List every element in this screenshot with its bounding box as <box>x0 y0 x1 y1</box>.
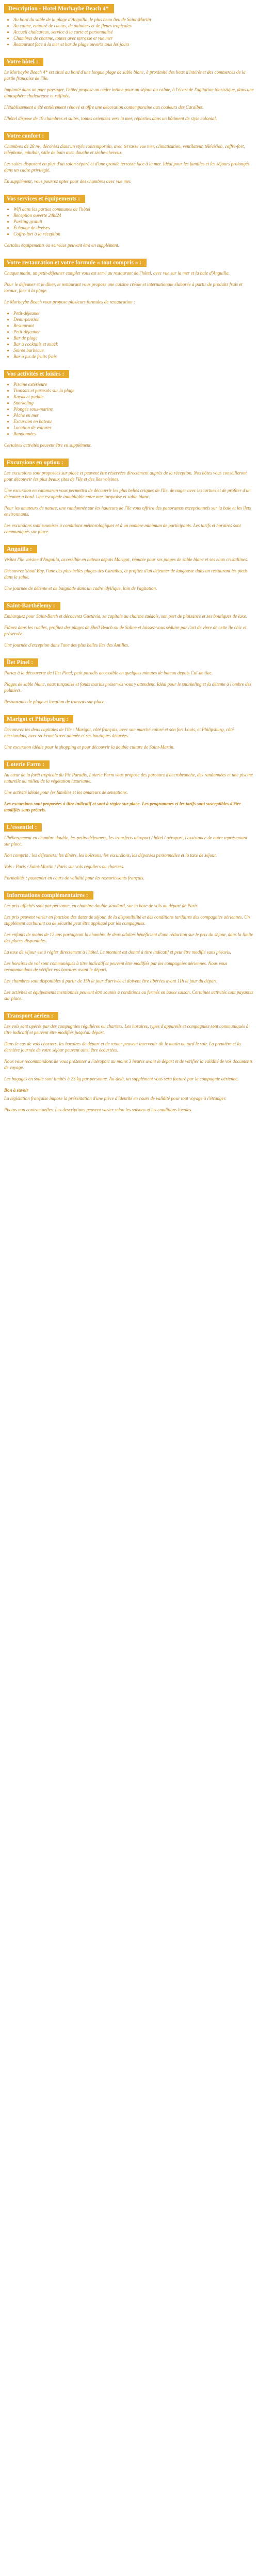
section-paragraph: Le Morbaybe Beach vous propose plusieurs formules de restauration : <box>4 299 136 304</box>
section-heading: Vos services et équipements : <box>4 195 85 203</box>
section-bullet-item: • Kayak et paddle <box>13 394 254 400</box>
section-paragraph: Visitez l'île voisine d'Anguilla, accessible en bateau depuis Marigot, réputée pour ses plages de sable blanc et ses eaux cristallines. <box>4 557 248 562</box>
transport-paragraph: Les bagages en soute sont limités à 23 kg par personne. Au-delà, un supplément vous sera facturé par la compagnie aérienne. <box>4 1076 239 1081</box>
section-bullet-item: • Soirée barbecue <box>13 347 254 353</box>
footer-paragraph: La législation française impose la présentation d'une pièce d'identité en cours de validité pour tout voyage à l'étranger. <box>4 1096 227 1101</box>
section-paragraph: Une journée d'exception dans l'une des plus belles îles des Antilles. <box>4 642 130 648</box>
sections-container <box>4 53 254 795</box>
section-paragraph: Découvrez les deux capitales de l'île : Marigot, côté français, avec son marché coloré et son fort Louis, et Philipsburg, côté néerlandais, avec sa Front Street animée et ses boutiques détaxées. <box>4 727 234 738</box>
included-paragraph: Formalités : passeport en cours de validité pour les ressortissants français. <box>4 875 144 880</box>
section-paragraph: Plages de sable blanc, eaux turquoise et fonds marins préservés vous y attendent. Idéal pour le snorkeling et la détente à l'ombre des palmiers. <box>4 682 252 693</box>
section-bullet-item: • Plongée sous-marine <box>13 406 254 412</box>
section-paragraph: En supplément, vous pourrez opter pour des chambres avec vue mer. <box>4 179 132 184</box>
section-paragraph: Les suites disposent en plus d'un salon séparé et d'une grande terrasse face à la mer. Idéal pour les familles et les séjours prolongés dans un cadre privilégié. <box>4 161 250 173</box>
section-paragraph: Une journée de détente et de baignade dans un cadre idyllique, loin de l'agitation. <box>4 586 157 591</box>
section-bullet-item: • Coffre-fort à la réception <box>13 231 254 237</box>
section-bullet-item: • Parking gratuit <box>13 218 254 225</box>
section-bullet-item: • Demi-pension <box>13 316 254 323</box>
section-bullet-list <box>4 310 254 360</box>
additional-paragraph: La taxe de séjour est à régler directement à l'hôtel. Le montant est donné à titre indicatif et peut être modifié sans préavis. <box>4 950 231 955</box>
additional-paragraph: Les enfants de moins de 12 ans partageant la chambre de deux adultes bénéficient d'une réduction sur le prix du séjour, dans la limite des places disponibles. <box>4 932 253 943</box>
section-bullet-item: • Wifi dans les parties communes de l'hôtel <box>13 206 254 212</box>
additional-paragraph: Les chambres sont disponibles à partir de 15h le jour d'arrivée et doivent être libérées avant 11h le jour du départ. <box>4 978 218 984</box>
additional-paragraph: Les horaires de vol sont communiqués à titre indicatif et peuvent être modifiés par les compagnies aériennes. Nous vous recommandons de vérifier vos horaires avant le départ. <box>4 961 228 972</box>
footer-paragraphs <box>4 1095 254 1113</box>
included-paragraph: Non compris : les déjeuners, les dîners, les boissons, les excursions, les dépenses personnelles et la taxe de séjour. <box>4 853 217 858</box>
section-bullet-item: • Petit-déjeuner <box>13 329 254 335</box>
included-heading: L'essentiel : <box>4 823 42 832</box>
section-bullet-item: • Piscine extérieure <box>13 381 254 387</box>
intro-bullet-item: • Accueil chaleureux, service à la carte et personnalisé <box>13 29 254 35</box>
section-heading: Loterie Farm : <box>4 760 50 769</box>
section-bullet-item: • Bar à jus de fruits frais <box>13 353 254 360</box>
section-paragraph: Partez à la découverte de l'îlet Pinel, petit paradis accessible en quelques minutes de bateau depuis Cul-de-Sac. <box>4 670 213 675</box>
page-title: Description - Hotel Morbaybe Beach 4* <box>4 4 114 13</box>
included-paragraph: L'hébergement en chambre double, les petits-déjeuners, les transferts aéroport / hôtel / aéroport, l'assistance de notre représentant sur place. <box>4 835 248 846</box>
section-paragraph: L'établissement a été entièrement rénové et offre une décoration contemporaine aux couleurs des Caraïbes. <box>4 105 204 110</box>
section-heading: Marigot et Philipsburg : <box>4 715 73 723</box>
section-bullet-item: • Bar à cocktails et snack <box>13 341 254 347</box>
section-paragraph: Pour le déjeuner et le dîner, le restaurant vous propose une cuisine créole et internationale élaborée à partir de produits frais et locaux, face à la plage. <box>4 282 243 293</box>
section-bullet-item: • Échange de devises <box>13 225 254 231</box>
included-paragraph: Vols : Paris / Saint-Martin / Paris sur vols réguliers ou charters. <box>4 864 125 869</box>
section-bullet-list <box>4 381 254 437</box>
important-note: Les excursions sont proposées à titre indicatif et sont à régler sur place. Les programmes et les tarifs sont susceptibles d'être modifiés sans préavis. <box>4 801 241 812</box>
additional-paragraphs <box>4 903 254 1002</box>
additional-heading: Informations complémentaires : <box>4 891 93 900</box>
intro-bullet-item: • Au bord du sable de la plage d'Anguilla, le plus beau lieu de Saint-Martin <box>13 16 254 23</box>
section-paragraph: Restaurants de plage et location de transats sur place. <box>4 699 106 704</box>
footer-heading: Bon à savoir <box>4 1088 29 1093</box>
section-bullet-item: • Bar de plage <box>13 335 254 341</box>
additional-paragraph: Les prix peuvent varier en fonction des dates de séjour, de la disponibilité et des conditions tarifaires des compagnies aériennes. Un supplément carburant ou de sécurité peut être appliqué par les compagnies. <box>4 914 250 926</box>
section-bullet-list <box>4 206 254 237</box>
section-heading: Anguilla : <box>4 545 37 553</box>
additional-paragraph: Les prix affichés sont par personne, en chambre double standard, sur la base de vols au départ de Paris. <box>4 903 199 908</box>
section-paragraph: Une excursion idéale pour le shopping et pour découvrir la double culture de Saint-Martin. <box>4 744 175 750</box>
transport-heading: Transport aérien : <box>4 1012 58 1020</box>
section-bullet-item: • Snorkeling <box>13 400 254 406</box>
section-paragraph: Le Morbaybe Beach 4* est situé au bord d'une longue plage de sable blanc, à proximité des lieux d'intérêt et des commerces de la partie française de l'île. <box>4 70 246 81</box>
section-heading: Saint-Barthélemy : <box>4 602 60 610</box>
document <box>0 0 258 1113</box>
section-paragraph: Les excursions sont soumises à conditions météorologiques et à un nombre minimum de participants. Les tarifs et horaires sont communiqués sur place. <box>4 523 241 534</box>
section-heading: Îlet Pinel : <box>4 658 38 667</box>
intro-bullet-item: • Au calme, entouré de cactus, de palmiers et de fleurs tropicales <box>13 23 254 29</box>
section-bullet-item: • Location de voitures <box>13 425 254 431</box>
section-bullet-item: • Petit-déjeuner <box>13 310 254 316</box>
additional-paragraph: Les activités et équipements mentionnés peuvent être soumis à conditions ou fermés en basse saison. Certaines activités sont payantes sur place. <box>4 990 253 1001</box>
section-paragraph: Chambres de 28 m², décorées dans un style contemporain, avec terrasse vue mer, climatisation, ventilateur, télévision, coffre-fort, téléphone, minibar, salle de bain avec douche et sèche-cheveux. <box>4 144 245 155</box>
intro-bullet-item: • Chambres de charme, toutes avec terrasse et vue mer <box>13 35 254 41</box>
transport-paragraph: Dans le cas de vols charters, les horaires de départ et de retour peuvent intervenir tôt le matin ou tard le soir. La première et la dernière journée de votre séjour peuvent ainsi être écourtées. <box>4 1041 241 1053</box>
section-paragraph: Certaines activités peuvent être en supplément. <box>4 443 92 448</box>
section-bullet-item: • Réception ouverte 24h/24 <box>13 212 254 218</box>
transport-paragraphs <box>4 1023 254 1082</box>
section-paragraph: Implanté dans un parc paysager, l'hôtel propose un cadre intime pour un séjour au calme, à l'écart de l'agitation touristique, dans une atmosphère chaleureuse et raffinée. <box>4 87 254 98</box>
section-paragraph: Certains équipements ou services peuvent être en supplément. <box>4 243 120 248</box>
section-paragraph: L'hôtel dispose de 19 chambres et suites, toutes orientées vers la mer, réparties dans un bâtiment de style colonial. <box>4 116 217 121</box>
section-bullet-item: • Transats et parasols sur la plage <box>13 387 254 394</box>
footer-paragraph: Photos non contractuelles. Les descriptions peuvent varier selon les saisons et les conditions locales. <box>4 1107 192 1112</box>
section-paragraph: Une excursion en catamaran vous permettra de découvrir les plus belles criques de l'île, de nager avec les tortues et de profiter d'un déjeuner à bord. Une escapade inoubliable entre mer turquoise et sable blanc. <box>4 488 251 499</box>
section-heading: Vos activités et loisirs : <box>4 370 69 378</box>
section-paragraph: Embarquez pour Saint-Barth et découvrez Gustavia, sa capitale au charme suédois, son port de plaisance et ses boutiques de luxe. <box>4 614 247 619</box>
section-heading: Excursions en option : <box>4 459 69 467</box>
section-paragraph: Au cœur de la forêt tropicale du Pic Paradis, Loterie Farm vous propose des parcours d'accrobranche, des randonnées et une piscine naturelle au milieu de la végétation luxuriante. <box>4 772 253 784</box>
section-paragraph: Pour les amateurs de nature, une randonnée sur les hauteurs de l'île vous offrira des panoramas exceptionnels sur la baie et les îlets environnants. <box>4 505 251 517</box>
section-heading: Votre hôtel : <box>4 58 43 66</box>
section-paragraph: Les excursions sont proposées sur place et peuvent être réservées directement auprès de la réception. Nos hôtes vous conseilleront pour découvrir les plus beaux sites de l'île et des îles voisines. <box>4 470 247 482</box>
transport-paragraph: Les vols sont opérés par des compagnies régulières ou charters. Les horaires, types d'appareils et compagnies sont communiqués à titre indicatif et peuvent être modifiés jusqu'au départ. <box>4 1024 249 1035</box>
intro-bullet-item: • Restaurant face à la mer et bar de plage ouverts tous les jours <box>13 41 254 47</box>
section-heading: Votre restauration et votre formule « tout compris » : <box>4 259 147 267</box>
section-paragraph: Chaque matin, un petit-déjeuner complet vous est servi au restaurant de l'hôtel, avec vue sur la mer et la baie d'Anguilla. <box>4 270 230 276</box>
section-bullet-item: • Randonnées <box>13 431 254 437</box>
section-bullet-item: • Excursion en bateau <box>13 418 254 425</box>
section-paragraph: Une activité idéale pour les familles et les amateurs de sensations. <box>4 790 128 795</box>
section-bullet-item: • Pêche en mer <box>13 412 254 418</box>
section-bullet-item: • Restaurant <box>13 323 254 329</box>
transport-paragraph: Nous vous recommandons de vous présenter à l'aéroport au moins 3 heures avant le départ et de vérifier la validité de vos documents de voyage. <box>4 1059 253 1070</box>
included-paragraphs <box>4 835 254 881</box>
intro-bullet-list <box>4 16 254 47</box>
section-paragraph: Flânez dans les ruelles, profitez des plages de Shell Beach ou de Saline et laissez-vous séduire par l'art de vivre de cette île chic et préservée. <box>4 625 247 636</box>
section-heading: Votre confort : <box>4 132 49 140</box>
section-paragraph: Découvrez Shoal Bay, l'une des plus belles plages des Caraïbes, et profitez d'un déjeuner de langouste dans un restaurant les pieds dans le sable. <box>4 568 248 580</box>
